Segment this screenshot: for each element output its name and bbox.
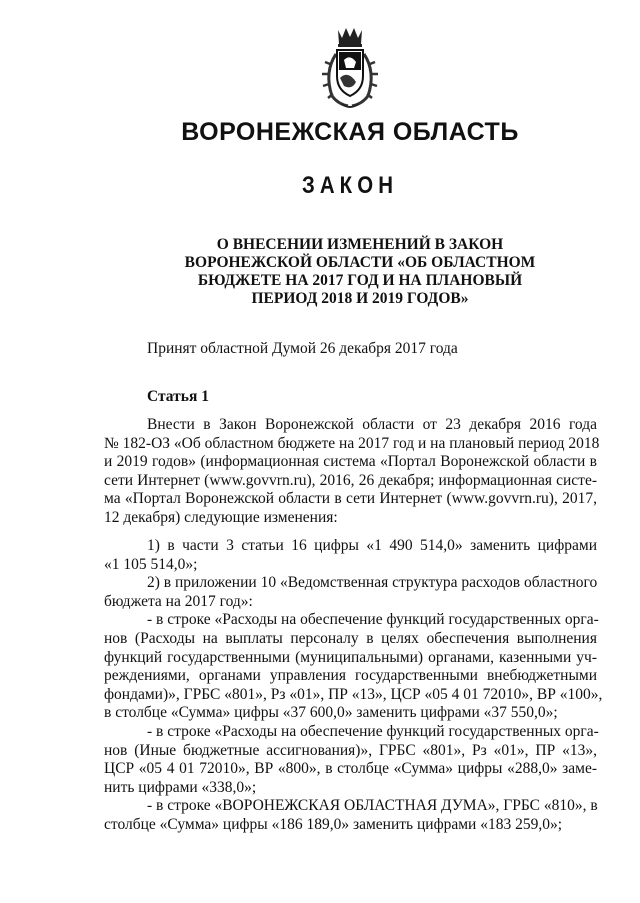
article-heading: Статья 1 [147,388,209,405]
text-line: ЦСР «05 4 01 72010», ВР «800», в столбце «Сумма» цифры «288,0» заме- [104,760,597,778]
text-line: бюджета на 2017 год»: [104,592,253,610]
text-line: и 2019 годов» (информационная система «Портал Воронежской области в [104,453,597,471]
law-title-line: ПЕРИОД 2018 И 2019 ГОДОВ» [251,290,469,307]
text-line: - в строке «Расходы на обеспечение функций государственных орга- [147,722,599,740]
law-title [150,236,570,308]
text-line: 2) в приложении 10 «Ведомственная структура расходов областного [147,574,598,592]
adoption-date: Принят областной Думой 26 декабря 2017 года [147,340,458,357]
text-line: Внести в Закон Воронежской области от 23 декабря 2016 года [147,416,597,433]
region-name: ВОРОНЕЖСКАЯ ОБЛАСТЬ [181,118,519,146]
text-line: фондами)», ГРБС «801», Рз «01», ПР «13», ЦСР «05 4 01 72010», ВР «100», [104,685,603,703]
text-line: функций государственными (муниципальными) органами, казенными уч- [104,648,597,666]
text-line: нов (Расходы на выплаты персоналу в целях обеспечения выполнения [104,629,597,647]
text-line: - в строке «Расходы на обеспечение функций государственных орга- [147,611,599,629]
text-line: столбце «Сумма» цифры «186 189,0» заменить цифрами «183 259,0»; [104,815,563,833]
law-title-line: О ВНЕСЕНИИ ИЗМЕНЕНИЙ В ЗАКОН [216,236,504,253]
text-line: - в строке «ВОРОНЕЖСКАЯ ОБЛАСТНАЯ ДУМА», ГРБС «810», в [147,797,598,815]
law-title-line: ВОРОНЕЖСКОЙ ОБЛАСТИ «ОБ ОБЛАСТНОМ [184,254,536,271]
voronezh-coat-of-arms-icon [318,24,382,110]
document-type: ЗАКОН [301,172,399,199]
text-line: «1 105 514,0»; [104,555,198,573]
text-line: сети Интернет (www.govvrn.ru), 2016, 26 декабря; информационная систе- [104,471,597,489]
text-line: 12 декабря) следующие изменения: [104,508,338,526]
law-title-line: БЮДЖЕТЕ НА 2017 ГОД И НА ПЛАНОВЫЙ [197,272,523,289]
text-line: реждениями, органами управления государственными внебюджетными [104,667,597,685]
text-line: № 182-ОЗ «Об областном бюджете на 2017 год и на плановый период 2018 [104,434,600,452]
text-line: нов (Иные бюджетные ассигнования)», ГРБС «801», Рз «01», ПР «13», [104,741,597,759]
intro-paragraph [104,416,600,528]
text-line: 1) в части 3 статьи 16 цифры «1 490 514,0» заменить цифрами [147,537,597,554]
text-line: нить цифрами «338,0»; [104,778,257,796]
text-line: ма «Портал Воронежской области в сети Интернет (www.govvrn.ru), 2017, [104,490,597,508]
changes-list [104,537,603,835]
text-line: в столбце «Сумма» цифры «37 600,0» заменить цифрами «37 550,0»; [104,704,558,722]
